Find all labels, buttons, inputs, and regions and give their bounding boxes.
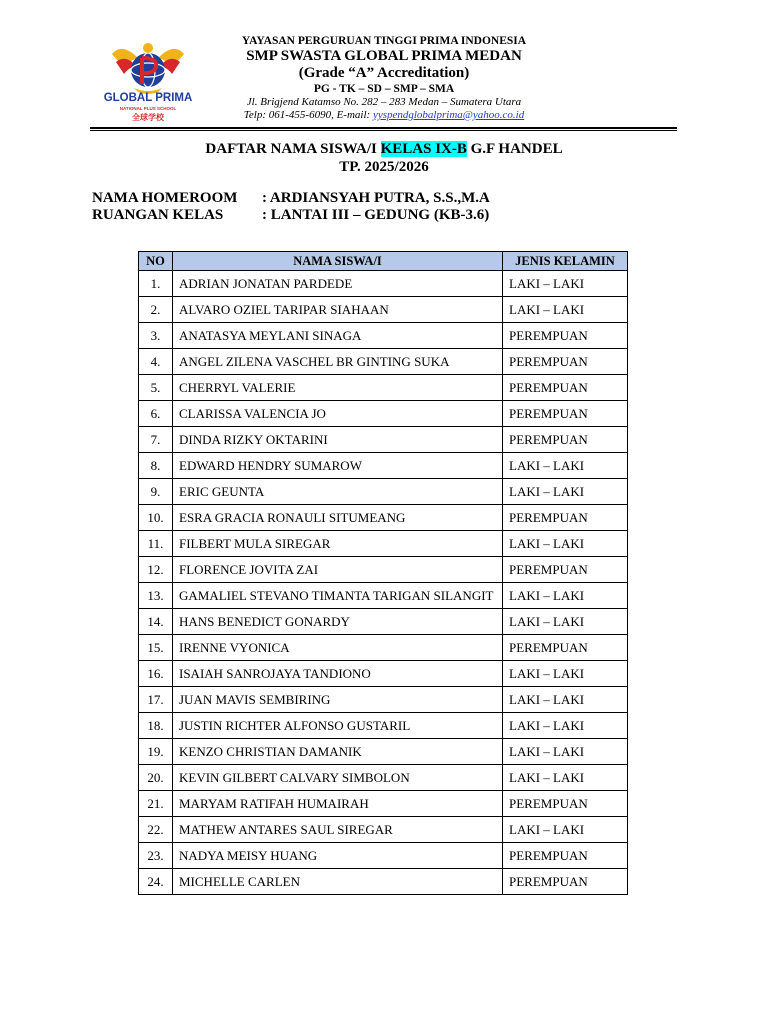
student-gender: LAKI – LAKI [503, 271, 628, 297]
homeroom-value: : ARDIANSYAH PUTRA, S.S.,M.A [262, 190, 490, 206]
student-gender: LAKI – LAKI [503, 479, 628, 505]
student-gender: PEREMPUAN [503, 349, 628, 375]
student-name: HANS BENEDICT GONARDY [173, 609, 503, 635]
table-row [139, 349, 628, 375]
student-gender: LAKI – LAKI [503, 687, 628, 713]
student-name: IRENNE VYONICA [173, 635, 503, 661]
row-number: 19. [139, 739, 173, 765]
homeroom-label: NAMA HOMEROOM [92, 190, 238, 206]
student-name: DINDA RIZKY OKTARINI [173, 427, 503, 453]
contact-text: Telp: 061-455-6090, E-mail: [243, 109, 373, 121]
row-number: 6. [139, 401, 173, 427]
school-levels: PG - TK – SD – SMP – SMA [313, 83, 455, 95]
student-gender: PEREMPUAN [503, 401, 628, 427]
student-name: ESRA GRACIA RONAULI SITUMEANG [173, 505, 503, 531]
student-name: MARYAM RATIFAH HUMAIRAH [173, 791, 503, 817]
title-prefix: DAFTAR NAMA SISWA/I [205, 141, 381, 157]
student-gender: PEREMPUAN [503, 869, 628, 895]
table-row [139, 271, 628, 297]
student-name: JUAN MAVIS SEMBIRING [173, 687, 503, 713]
student-name: MATHEW ANTARES SAUL SIREGAR [173, 817, 503, 843]
row-number: 3. [139, 323, 173, 349]
document-title [0, 141, 768, 158]
room-label: RUANGAN KELAS [92, 207, 224, 223]
header-divider-thin [90, 130, 677, 131]
table-row [139, 765, 628, 791]
school-year: TP. 2025/2026 [339, 159, 429, 175]
row-number: 9. [139, 479, 173, 505]
student-gender: LAKI – LAKI [503, 583, 628, 609]
table-row [139, 479, 628, 505]
table-row [139, 505, 628, 531]
student-name: CLARISSA VALENCIA JO [173, 401, 503, 427]
foundation-name: YAYASAN PERGURUAN TINGGI PRIMA INDONESIA [241, 35, 527, 47]
student-gender: LAKI – LAKI [503, 453, 628, 479]
table-row [139, 687, 628, 713]
student-name: ISAIAH SANROJAYA TANDIONO [173, 661, 503, 687]
student-gender: PEREMPUAN [503, 557, 628, 583]
student-name: CHERRYL VALERIE [173, 375, 503, 401]
student-name: KENZO CHRISTIAN DAMANIK [173, 739, 503, 765]
student-name: FILBERT MULA SIREGAR [173, 531, 503, 557]
table-row [139, 817, 628, 843]
table-row [139, 609, 628, 635]
student-gender: LAKI – LAKI [503, 817, 628, 843]
table-row [139, 401, 628, 427]
student-name: ALVARO OZIEL TARIPAR SIAHAAN [173, 297, 503, 323]
row-number: 21. [139, 791, 173, 817]
student-gender: LAKI – LAKI [503, 297, 628, 323]
table-row [139, 427, 628, 453]
row-number: 20. [139, 765, 173, 791]
header-divider [90, 127, 677, 129]
student-name: FLORENCE JOVITA ZAI [173, 557, 503, 583]
student-gender: PEREMPUAN [503, 843, 628, 869]
logo-name: GLOBAL PRIMA [103, 92, 193, 104]
accreditation: (Grade “A” Accreditation) [298, 65, 470, 81]
row-number: 10. [139, 505, 173, 531]
table-row [139, 375, 628, 401]
row-number: 16. [139, 661, 173, 687]
student-gender: LAKI – LAKI [503, 531, 628, 557]
room-value: : LANTAI III – GEDUNG (KB-3.6) [262, 207, 490, 223]
table-row [139, 661, 628, 687]
student-gender: LAKI – LAKI [503, 739, 628, 765]
student-name: ADRIAN JONATAN PARDEDE [173, 271, 503, 297]
title-suffix: G.F HANDEL [466, 141, 563, 157]
row-number: 11. [139, 531, 173, 557]
student-gender: PEREMPUAN [503, 635, 628, 661]
column-header-gender: JENIS KELAMIN [503, 252, 628, 271]
email-link[interactable]: yyspendglobalprima@yahoo.co.id [372, 109, 525, 121]
student-gender: LAKI – LAKI [503, 765, 628, 791]
table-row [139, 557, 628, 583]
student-name: GAMALIEL STEVANO TIMANTA TARIGAN SILANGIT [173, 583, 503, 609]
student-name: JUSTIN RICHTER ALFONSO GUSTARIL [173, 713, 503, 739]
table-row [139, 453, 628, 479]
row-number: 1. [139, 271, 173, 297]
class-name-highlight: KELAS IX-B [380, 141, 467, 157]
room-line [92, 207, 489, 224]
table-row [139, 323, 628, 349]
row-number: 22. [139, 817, 173, 843]
row-number: 23. [139, 843, 173, 869]
table-row [139, 843, 628, 869]
table-row [139, 635, 628, 661]
table-body [139, 271, 628, 895]
table-row [139, 297, 628, 323]
row-number: 12. [139, 557, 173, 583]
school-name: SMP SWASTA GLOBAL PRIMA MEDAN [246, 48, 522, 64]
table-row [139, 739, 628, 765]
row-number: 24. [139, 869, 173, 895]
column-header-name: NAMA SISWA/I [173, 252, 503, 271]
student-name: ANATASYA MEYLANI SINAGA [173, 323, 503, 349]
table-row [139, 869, 628, 895]
row-number: 7. [139, 427, 173, 453]
school-contact [200, 109, 568, 121]
student-gender: PEREMPUAN [503, 323, 628, 349]
student-gender: PEREMPUAN [503, 375, 628, 401]
student-gender: PEREMPUAN [503, 791, 628, 817]
table-row [139, 791, 628, 817]
student-gender: LAKI – LAKI [503, 661, 628, 687]
row-number: 4. [139, 349, 173, 375]
student-gender: PEREMPUAN [503, 427, 628, 453]
row-number: 18. [139, 713, 173, 739]
row-number: 8. [139, 453, 173, 479]
student-name: NADYA MEISY HUANG [173, 843, 503, 869]
column-header-no: NO [139, 252, 173, 271]
student-table [138, 251, 628, 895]
table-row [139, 531, 628, 557]
row-number: 15. [139, 635, 173, 661]
student-name: ANGEL ZILENA VASCHEL BR GINTING SUKA [173, 349, 503, 375]
student-name: EDWARD HENDRY SUMAROW [173, 453, 503, 479]
student-gender: LAKI – LAKI [503, 713, 628, 739]
table-row [139, 583, 628, 609]
row-number: 13. [139, 583, 173, 609]
logo-subtitle: NATIONAL PLUS SCHOOL [119, 106, 177, 111]
table-row [139, 713, 628, 739]
row-number: 17. [139, 687, 173, 713]
student-name: ERIC GEUNTA [173, 479, 503, 505]
logo-chinese: 全球学校 [132, 113, 164, 122]
table-header-row [139, 252, 628, 271]
homeroom-line [92, 190, 490, 207]
school-logo [103, 36, 193, 126]
student-gender: LAKI – LAKI [503, 609, 628, 635]
row-number: 14. [139, 609, 173, 635]
student-name: KEVIN GILBERT CALVARY SIMBOLON [173, 765, 503, 791]
student-gender: PEREMPUAN [503, 505, 628, 531]
row-number: 2. [139, 297, 173, 323]
school-address: Jl. Brigjend Katamso No. 282 – 283 Medan – Sumatera Utara [246, 96, 522, 108]
row-number: 5. [139, 375, 173, 401]
student-name: MICHELLE CARLEN [173, 869, 503, 895]
